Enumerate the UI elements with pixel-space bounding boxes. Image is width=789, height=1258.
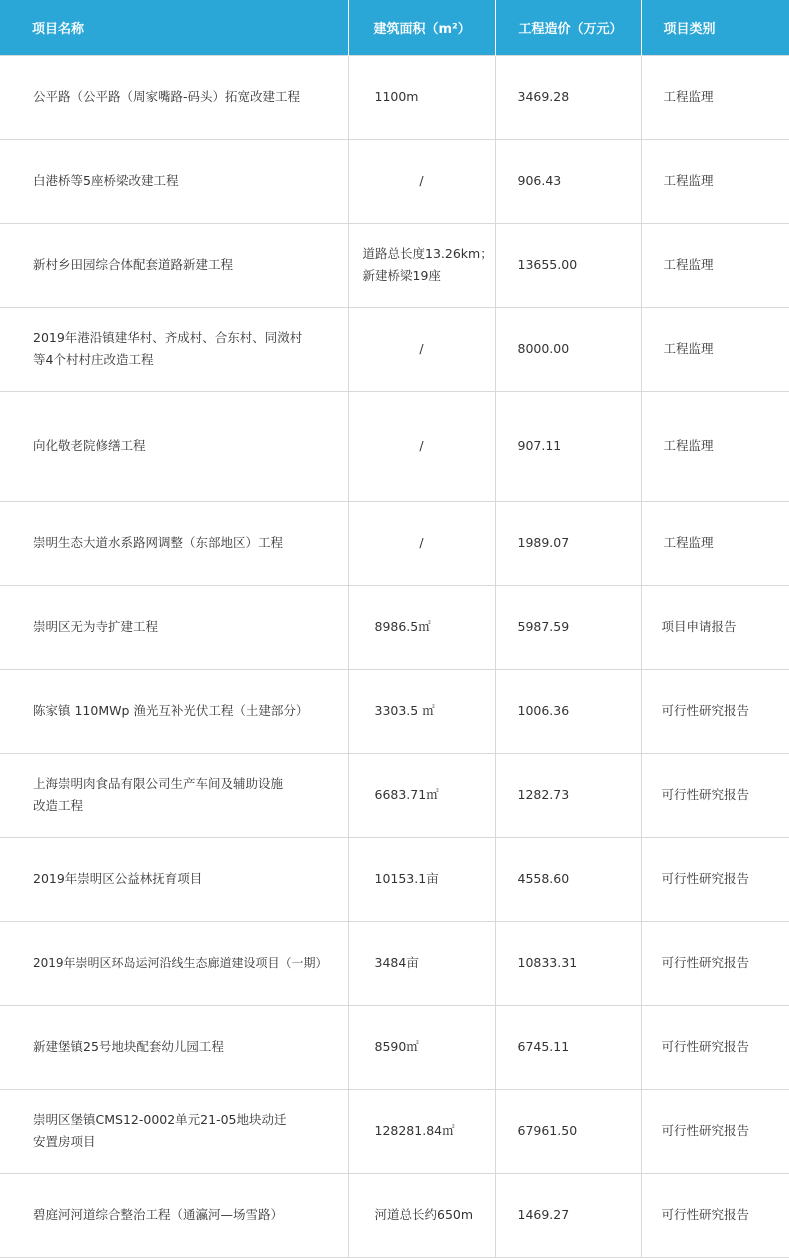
header-project-name: 项目名称 [0,0,348,55]
cell-project-category: 工程监理 [641,55,789,139]
cell-project-category: 项目申请报告 [641,585,789,669]
cell-project-cost: 5987.59 [495,585,641,669]
table-body [0,55,789,1257]
table-row [0,753,789,837]
cell-project-cost: 6745.11 [495,1005,641,1089]
cell-building-area: 河道总长约650m [348,1173,495,1257]
cell-project-category: 可行性研究报告 [641,921,789,1005]
table-row [0,139,789,223]
cell-project-name: 向化敬老院修缮工程 [0,391,348,501]
table-row [0,223,789,307]
cell-building-area: / [348,501,495,585]
cell-building-area: / [348,139,495,223]
cell-project-cost: 1469.27 [495,1173,641,1257]
table-row [0,1089,789,1173]
cell-project-category: 工程监理 [641,307,789,391]
cell-project-category: 可行性研究报告 [641,1173,789,1257]
table-row [0,55,789,139]
cell-project-name: 2019年港沿镇建华村、齐成村、合东村、同滧村 等4个村村庄改造工程 [0,307,348,391]
cell-building-area: 1100m [348,55,495,139]
cell-project-category: 可行性研究报告 [641,753,789,837]
cell-building-area: 3303.5 ㎡ [348,669,495,753]
cell-building-area: 6683.71㎡ [348,753,495,837]
cell-building-area: 8590㎡ [348,1005,495,1089]
table-header [0,0,789,55]
cell-project-name: 新建堡镇25号地块配套幼儿园工程 [0,1005,348,1089]
cell-project-cost: 1006.36 [495,669,641,753]
cell-project-cost: 907.11 [495,391,641,501]
cell-building-area: / [348,307,495,391]
cell-project-name: 崇明区堡镇CMS12-0002单元21-05地块动迁 安置房项目 [0,1089,348,1173]
cell-project-name: 上海崇明肉食品有限公司生产车间及辅助设施 改造工程 [0,753,348,837]
header-project-category: 项目类别 [641,0,789,55]
table-row [0,391,789,501]
cell-project-cost: 10833.31 [495,921,641,1005]
cell-project-category: 工程监理 [641,501,789,585]
cell-project-name: 公平路（公平路（周家嘴路-码头）拓宽改建工程 [0,55,348,139]
cell-project-cost: 13655.00 [495,223,641,307]
cell-project-name: 崇明区无为寺扩建工程 [0,585,348,669]
cell-project-category: 工程监理 [641,223,789,307]
cell-project-cost: 4558.60 [495,837,641,921]
cell-project-category: 工程监理 [641,139,789,223]
cell-project-cost: 3469.28 [495,55,641,139]
table-row [0,837,789,921]
cell-building-area: 道路总长度13.26km； 新建桥梁19座 [348,223,495,307]
cell-project-category: 可行性研究报告 [641,1005,789,1089]
header-project-cost: 工程造价（万元） [495,0,641,55]
cell-project-category: 可行性研究报告 [641,669,789,753]
table-row [0,921,789,1005]
table-row [0,669,789,753]
cell-building-area: / [348,391,495,501]
table-row [0,585,789,669]
cell-building-area: 10153.1亩 [348,837,495,921]
table-row [0,1173,789,1257]
cell-building-area: 3484亩 [348,921,495,1005]
table-row [0,307,789,391]
cell-project-category: 可行性研究报告 [641,1089,789,1173]
cell-building-area: 128281.84㎡ [348,1089,495,1173]
cell-building-area: 8986.5㎡ [348,585,495,669]
header-building-area: 建筑面积（m²） [348,0,495,55]
cell-project-name: 2019年崇明区公益林抚育项目 [0,837,348,921]
cell-project-name: 新村乡田园综合体配套道路新建工程 [0,223,348,307]
cell-project-name: 崇明生态大道水系路网调整（东部地区）工程 [0,501,348,585]
cell-project-cost: 1989.07 [495,501,641,585]
cell-project-cost: 67961.50 [495,1089,641,1173]
cell-project-name: 2019年崇明区环岛运河沿线生态廊道建设项目（一期） [0,921,348,1005]
cell-project-name: 陈家镇 110MWp 渔光互补光伏工程（土建部分） [0,669,348,753]
cell-project-name: 碧庭河河道综合整治工程（通瀛河—场雪路） [0,1173,348,1257]
cell-project-name: 白港桥等5座桥梁改建工程 [0,139,348,223]
cell-project-cost: 906.43 [495,139,641,223]
cell-project-category: 可行性研究报告 [641,837,789,921]
header-row [0,0,789,55]
table-row [0,501,789,585]
cell-project-category: 工程监理 [641,391,789,501]
cell-project-cost: 1282.73 [495,753,641,837]
table-row [0,1005,789,1089]
cell-project-cost: 8000.00 [495,307,641,391]
